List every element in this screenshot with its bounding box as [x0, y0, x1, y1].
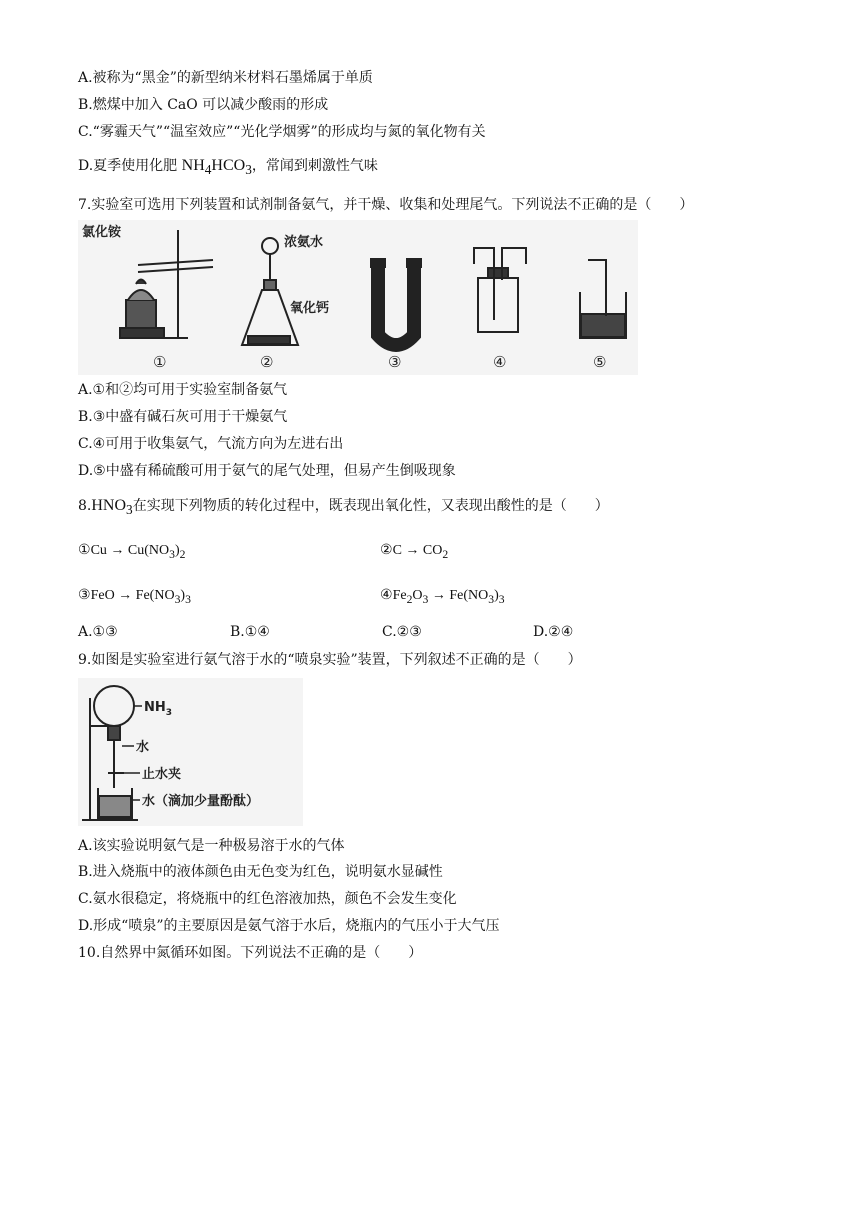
ammonia-water-label: 浓氨水 [284, 235, 324, 250]
q7-option-b: B.③中盛有碱石灰可用于干燥氨气 [78, 409, 288, 425]
q8-option-d: D.②④ [533, 624, 574, 640]
q7-stem: 7.实验室可选用下列装置和试剂制备氨气，并干燥、收集和处理尾气。下列说法不正确的是（ ） [78, 197, 694, 213]
q8-option-c: C.②③ [382, 624, 422, 640]
q6-d-prefix: D.夏季使用化肥 [78, 158, 182, 174]
q8-stem: $8.HNO_3$在实现下列物质的转化过程中，既表现出氧化性，又表现出酸性的是（ ） [78, 497, 609, 518]
fountain-experiment-figure [78, 678, 303, 826]
water-indicator-label: 水（滴加少量酚酞） [142, 794, 260, 809]
fig-num-3: ③ [388, 353, 402, 371]
q9-option-b: B.进入烧瓶中的液体颜色由无色变为红色，说明氨水显碱性 [78, 864, 443, 880]
q6-option-a: A.被称为“黑金”的新型纳米材料石墨烯属于单质 [78, 70, 373, 86]
q6-option-b: B.燃煤中加入 CaO 可以减少酸雨的形成 [78, 97, 329, 113]
fig-num-5: ⑤ [593, 353, 607, 371]
q8-reaction-3: ③FeO → $Fe(NO_3)_3$ [78, 588, 191, 606]
q8-option-a: A.①③ [78, 624, 118, 640]
q7-option-a: A.①和②均可用于实验室制备氨气 [78, 382, 288, 398]
cao-label: 氧化钙 [290, 301, 330, 316]
q8-reaction-4: $④Fe_2O_3 \to Fe(NO_3)_3$ [380, 588, 505, 606]
q7-option-d: D.⑤中盛有稀硫酸可用于氨气的尾气处理，但易产生倒吸现象 [78, 463, 456, 479]
fig-num-2: ② [260, 353, 274, 371]
q8-option-b: B.①④ [230, 624, 270, 640]
nh3-label: $NH_3$ [144, 700, 173, 718]
q8-reaction-2: ②C → $CO_2$ [380, 543, 449, 561]
q7-option-c: C.④可用于收集氨气，气流方向为左进右出 [78, 436, 344, 452]
q6-d-suffix: ，常闻到刺激性气味 [251, 158, 378, 174]
nh4cl-label: 氯化铵 [82, 225, 122, 240]
nh4hco3-formula: $NH_4HCO_3$ [181, 157, 252, 178]
q9-option-c: C.氨水很稳定，将烧瓶中的红色溶液加热，颜色不会发生变化 [78, 891, 457, 907]
q7-apparatus-figure [78, 220, 638, 375]
fig-num-1: ① [153, 353, 167, 371]
hno3-formula: $HNO_3$ [91, 497, 133, 518]
q9-option-d: D.形成“喷泉”的主要原因是氨气溶于水后，烧瓶内的气压小于大气压 [78, 918, 500, 934]
fig-num-4: ④ [493, 353, 507, 371]
q9-stem: 9.如图是实验室进行氨气溶于水的“喷泉实验”装置，下列叙述不正确的是（ ） [78, 652, 582, 668]
q6-option-c: C.“雾霾天气”“温室效应”“光化学烟雾”的形成均与氮的氧化物有关 [78, 124, 486, 140]
q8-reaction-1: ①Cu → $Cu(NO_3)_2$ [78, 543, 186, 561]
q6-option-d [78, 156, 378, 180]
q10-stem: 10.自然界中氮循环如图。下列说法不正确的是（ ） [78, 945, 423, 961]
q9-option-a: A.该实验说明氨气是一种极易溶于水的气体 [78, 838, 345, 854]
clamp-label: 止水夹 [142, 767, 182, 782]
water-label: 水 [136, 740, 150, 755]
